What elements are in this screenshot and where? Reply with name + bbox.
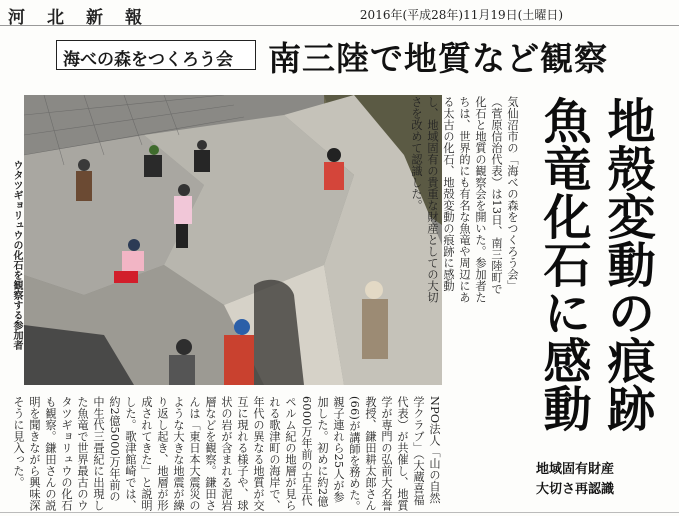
side-headline-line2: 大切さ再認識 (536, 482, 615, 497)
rock-outcrop-photo (24, 95, 442, 385)
masthead (0, 0, 679, 26)
subtitle: 海べの森をつくろう会 (63, 50, 233, 70)
article-photo (24, 95, 442, 385)
newspaper-name: 河北新報 (8, 8, 164, 28)
article-lead: 気仙沼市の「海べの森をつくろう会」（菅原信治代表）は13日、南三陸町で化石と地質の観察会を開いた。参加者たちは、世界的にも有名な魚竜や周辺にある太古の化石、地殻変動の痕跡に感動し、地域固有の貴重な財産としての大切さを改めて認識した。 (410, 96, 519, 303)
page-divider (0, 512, 679, 513)
subtitle-box (56, 40, 256, 70)
side-headline-line1: 地域固有財産 (536, 462, 615, 477)
headline: 南三陸で地質など観察 (268, 39, 608, 78)
issue-date: 2016年(平成28年)11月19日(土曜日) (359, 8, 563, 22)
article-body: NPO法人「山の自然学クラブ」（大蔵喜福代表）が共催し、地質学が専門の弘前大名誉教授、鎌田耕太郎さん(66)が講師を務めた。親子連れら25人が参加した。初めに約2億6000万年前の古生代ペルム紀の地層が見られる歌津町の海岸で、年代の異なる地質が交互に現れる様子や、球状の岩が含まれる泥岩層などを観察。鎌田さんは「東日本大震災のような大きな地震が繰り返し起き、地層が形成されてきた」と説明した。歌津館崎では、約2億5000万年前の中生代三畳紀に出現した魚竜で世界最古のウタツギョリュウの化石も観察。鎌田さんの説明を聞きながら興味深そうに見入った。 (12, 396, 441, 513)
photo-caption: ウタツギョリュウの化石を観察する参加者 (11, 160, 22, 350)
main-headline-line2: 魚竜化石に感動 (535, 96, 591, 432)
main-headline-line1: 地殻変動の痕跡 (599, 96, 655, 432)
